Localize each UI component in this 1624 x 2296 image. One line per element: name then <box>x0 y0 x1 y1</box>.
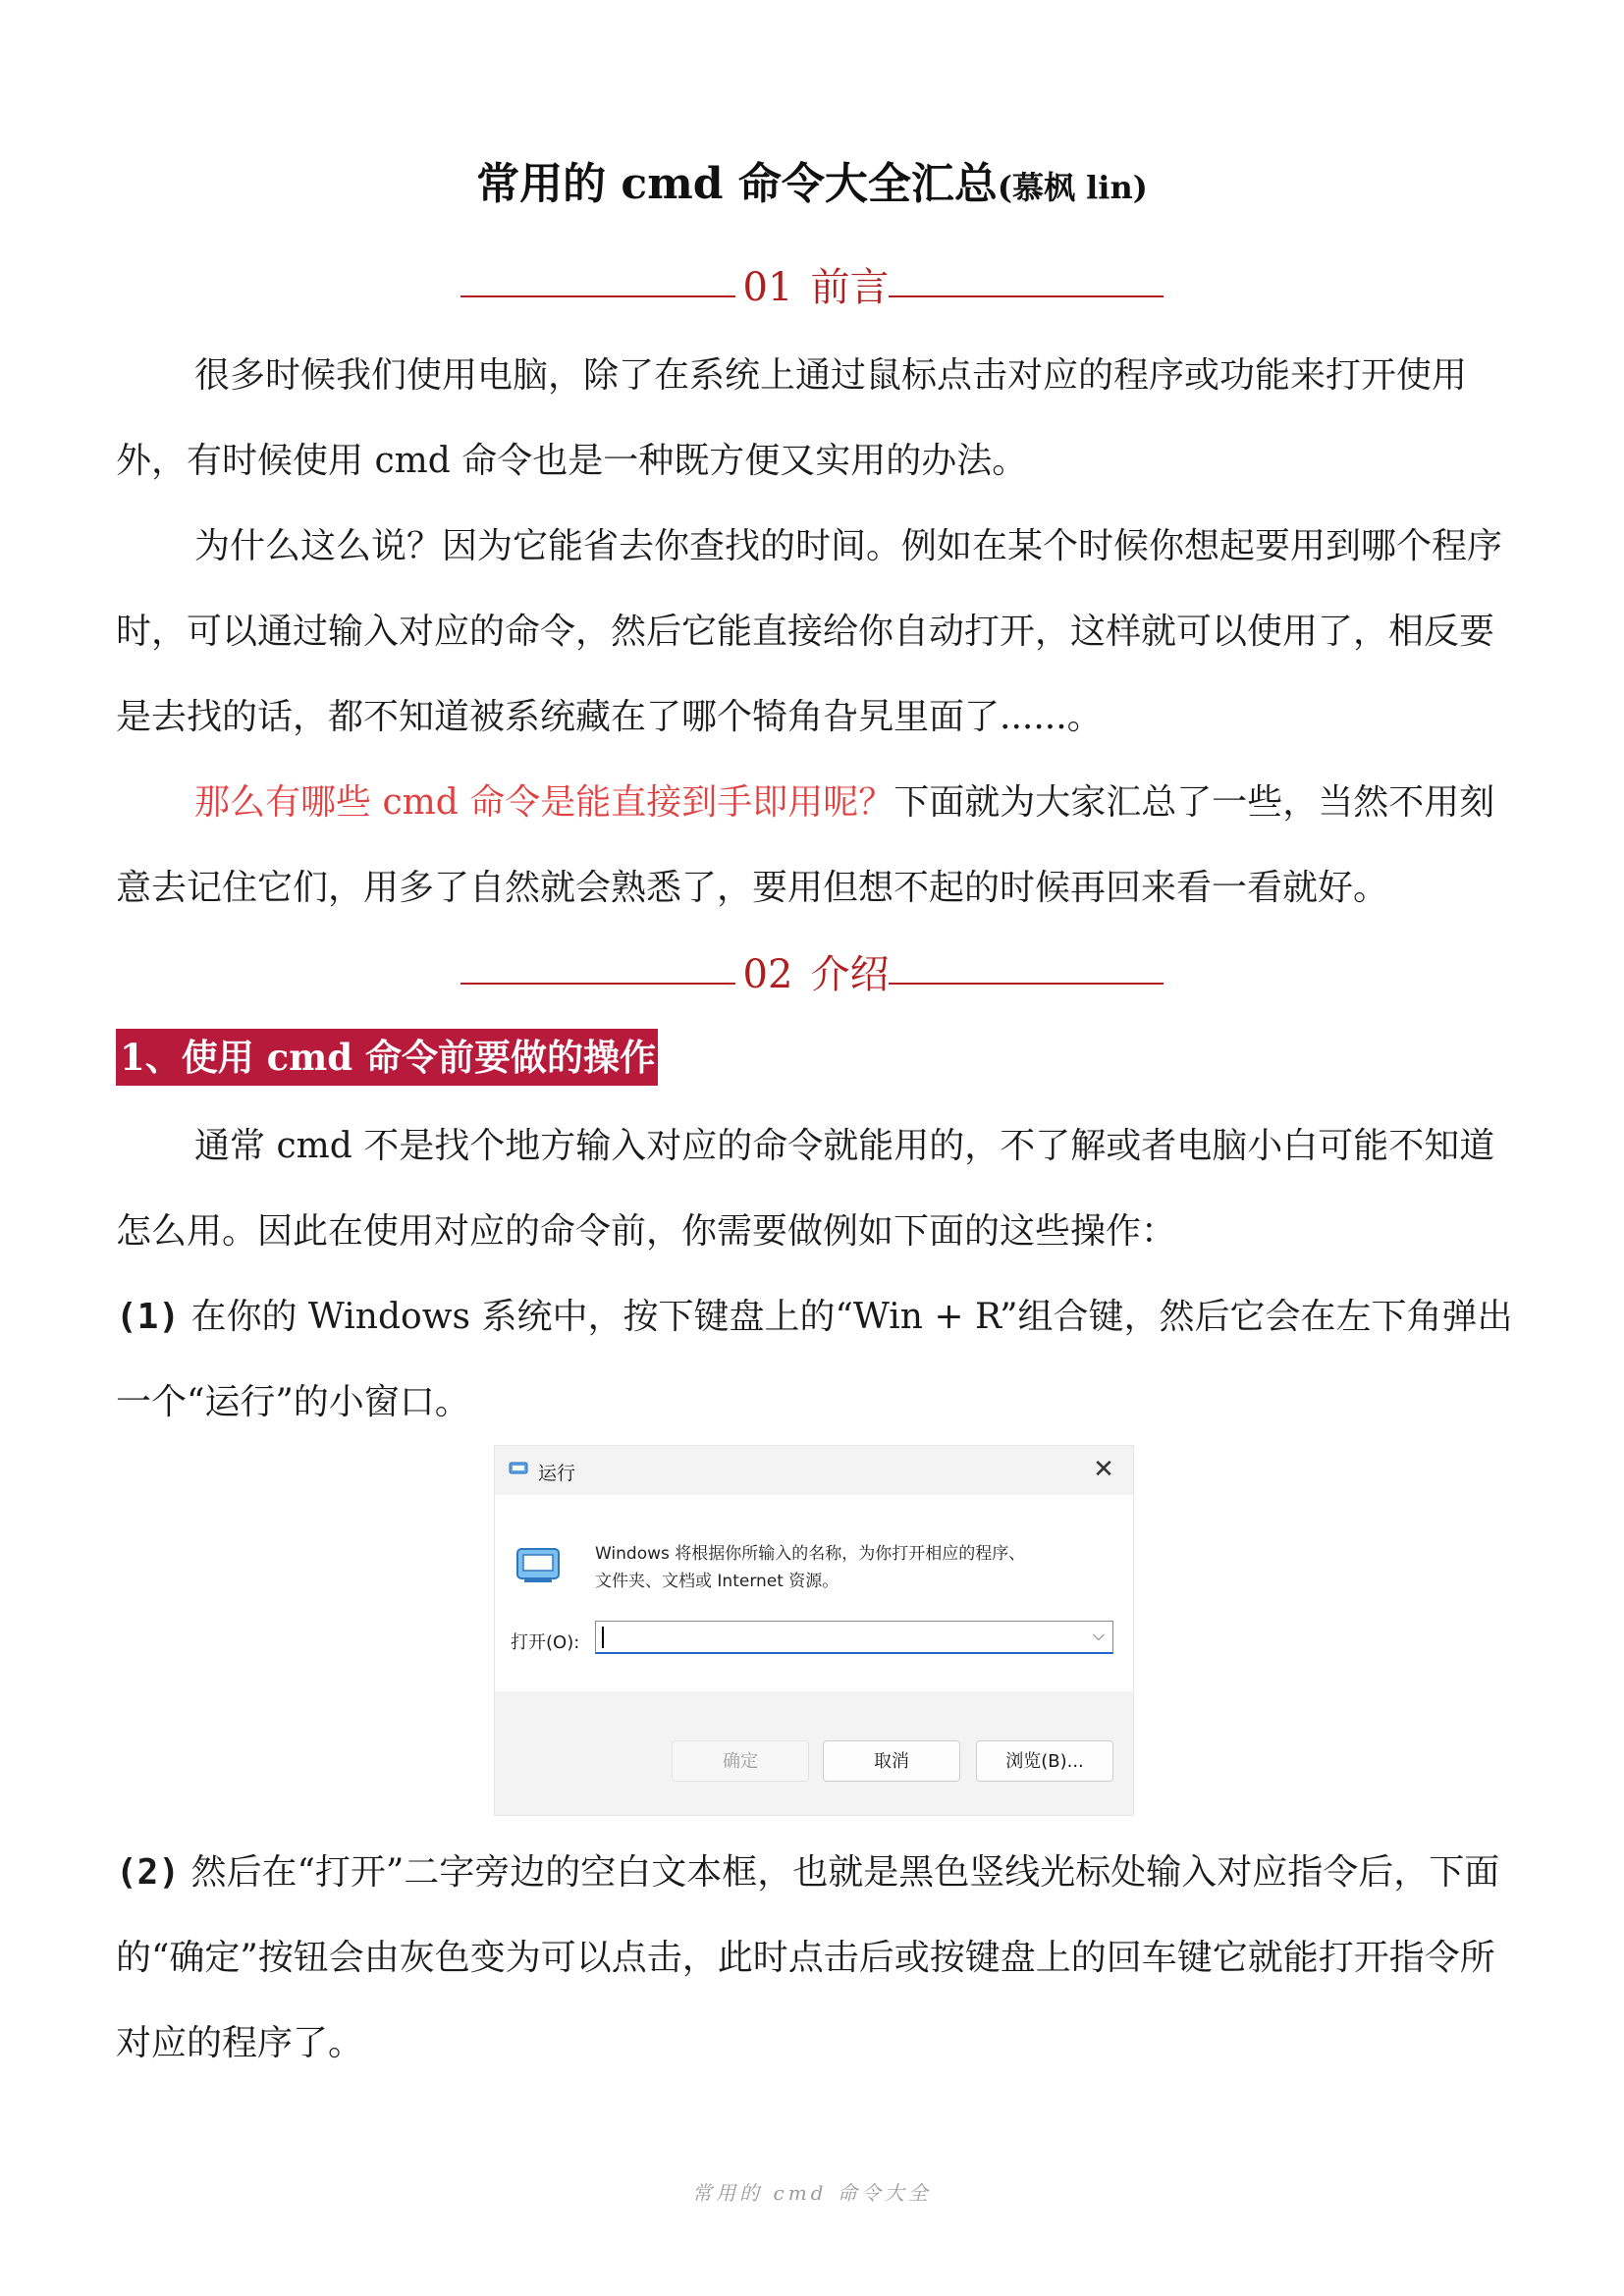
run-program-icon <box>514 1546 562 1585</box>
section-number: 01 <box>742 265 793 310</box>
dialog-body <box>495 1495 1133 1691</box>
section-heading-preface <box>0 263 1624 312</box>
run-app-icon <box>509 1462 528 1476</box>
run-dialog <box>494 1445 1134 1816</box>
cancel-button[interactable]: 取消 <box>823 1740 960 1782</box>
subheading-prep: 1、使用 cmd 命令前要做的操作 <box>116 1029 658 1086</box>
section-heading-intro <box>0 950 1624 999</box>
body-paragraph-1: 通常 cmd 不是找个地方输入对应的命令就能用的，不了解或者电脑小白可能不知道怎么用。因此在使用对应的命令前，你需要做例如下面的这些操作： <box>116 1126 1495 1252</box>
dialog-title: 运行 <box>538 1463 576 1484</box>
step-2 <box>116 1830 1520 2086</box>
section-rule-left <box>460 983 735 985</box>
highlight-question: 那么有哪些 cmd 命令是能直接到手即用呢？ <box>194 782 894 823</box>
step-2-mark: (2) <box>116 1852 181 1893</box>
step-2-text: 然后在“打开”二字旁边的空白文本框，也就是黑色竖线光标处输入对应指令后，下面的“确定”按钮会由灰色变为可以点击，此时点击后或按键盘上的回车键它就能打开指令所对应的程序了。 <box>116 1852 1500 2063</box>
document-title <box>0 157 1624 215</box>
step-1 <box>116 1274 1520 1445</box>
section-rule-left <box>460 295 735 297</box>
section-rule-right <box>889 983 1164 985</box>
browse-button[interactable]: 浏览(B)... <box>976 1740 1113 1782</box>
dialog-description-line-2: 文件夹、文档或 Internet 资源。 <box>595 1572 839 1591</box>
intro-paragraph-3-rest: 下面就为大家汇总了一些，当然不用刻意去记住它们，用多了自然就会熟悉了，要用但想不起的时候再回来看一看就好。 <box>116 782 1495 908</box>
section-label: 前言 <box>810 265 890 310</box>
step-1-mark: (1) <box>116 1297 181 1337</box>
dialog-titlebar <box>495 1446 1133 1495</box>
page-footer: 常用的 cmd 命令大全 <box>692 2181 932 2205</box>
step-1-text: 在你的 Windows 系统中，按下键盘上的“Win + R”组合键，然后它会在左下角弹出一个“运行”的小窗口。 <box>116 1297 1513 1422</box>
title-author: (慕枫 lin) <box>997 169 1148 206</box>
dialog-description-line-1: Windows 将根据你所输入的名称，为你打开相应的程序、 <box>595 1544 1026 1564</box>
ok-button[interactable]: 确定 <box>672 1740 809 1782</box>
dialog-description <box>595 1540 1025 1595</box>
section-label: 介绍 <box>810 952 890 997</box>
intro-paragraph-2: 为什么这么说？因为它能省去你查找的时间。例如在某个时候你想起要用到哪个程序时，可以通过输入对应的命令，然后它能直接给你自动打开，这样就可以使用了，相反要是去找的话，都不知道被系统藏在了哪个犄角旮旯里面了......。 <box>116 526 1503 737</box>
intro-paragraph-3 <box>116 760 1520 931</box>
section-number: 02 <box>742 952 793 997</box>
title-text: 常用的 cmd 命令大全汇总 <box>476 159 998 209</box>
text-caret <box>602 1627 604 1648</box>
section-rule-right <box>889 295 1164 297</box>
open-input[interactable] <box>595 1621 1113 1654</box>
intro-paragraph-1: 很多时候我们使用电脑，除了在系统上通过鼠标点击对应的程序或功能来打开使用外，有时候使用 cmd 命令也是一种既方便又实用的办法。 <box>116 355 1468 481</box>
open-label: 打开(O): <box>511 1632 580 1653</box>
chevron-down-icon[interactable]: ⌵ <box>1092 1626 1105 1644</box>
close-icon[interactable]: ✕ <box>1093 1455 1114 1484</box>
